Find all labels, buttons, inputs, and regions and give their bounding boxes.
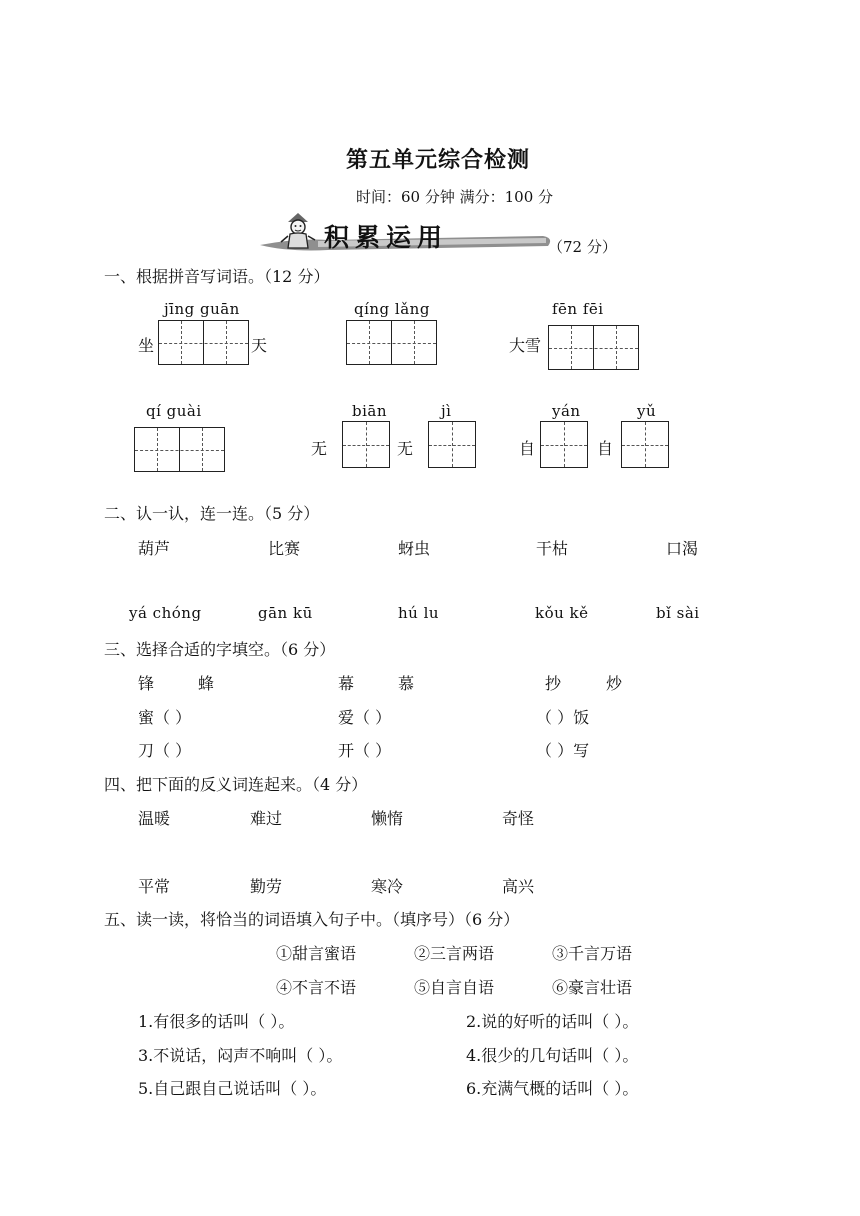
pinyin-item[interactable]: gān kū [258, 604, 313, 622]
word-item[interactable]: 蚜虫 [398, 539, 431, 558]
option-item: ④不言不语 [276, 978, 357, 997]
word-item[interactable]: 平常 [138, 877, 171, 896]
question-5-heading: 五、读一读，将恰当的词语填入句子中。（填序号）（6 分） [104, 910, 520, 929]
word-item[interactable]: 高兴 [502, 877, 535, 896]
prefix-char: 自 [519, 439, 536, 458]
pinyin-label: jì [441, 402, 452, 420]
prefix-char: 无 [311, 439, 328, 458]
question-3-heading: 三、选择合适的字填空。（6 分） [104, 640, 336, 659]
word-item[interactable]: 葫芦 [138, 539, 171, 558]
option-item: ⑤自言自语 [414, 978, 495, 997]
question-2-heading: 二、认一认，连一连。（5 分） [104, 504, 320, 523]
word-item[interactable]: 寒冷 [371, 877, 404, 896]
sentence-item[interactable]: 2.说的好听的话叫（ ）。 [466, 1012, 639, 1031]
section-banner-title: 积累运用 [324, 223, 449, 252]
writing-box[interactable] [621, 421, 669, 468]
pinyin-label: yán [552, 402, 581, 420]
word-item[interactable]: 比赛 [268, 539, 301, 558]
option-item: ①甜言蜜语 [276, 944, 357, 963]
pinyin-label: biān [352, 402, 388, 420]
pinyin-item[interactable]: kǒu kě [535, 604, 589, 622]
writing-box[interactable] [540, 421, 588, 468]
choice-char: 锋 [138, 674, 155, 693]
choice-char: 幕 [338, 674, 355, 693]
fill-blank[interactable]: （ ）写 [536, 741, 590, 760]
section-score: （72 分） [548, 238, 617, 256]
suffix-char: 天 [251, 336, 268, 355]
word-item[interactable]: 干枯 [536, 539, 569, 558]
middle-char: 无 [397, 439, 414, 458]
child-mascot-icon [280, 212, 316, 252]
word-item[interactable]: 奇怪 [502, 809, 535, 828]
option-item: ⑥豪言壮语 [552, 978, 633, 997]
pinyin-item[interactable]: hú lu [398, 604, 440, 622]
fill-blank[interactable]: 蜜（ ） [138, 708, 192, 727]
pinyin-label: yǔ [637, 402, 657, 420]
fill-blank[interactable]: 开（ ） [338, 741, 392, 760]
question-4-heading: 四、把下面的反义词连起来。（4 分） [104, 775, 368, 794]
writing-grid[interactable] [134, 427, 225, 472]
word-item[interactable]: 懒惰 [371, 809, 404, 828]
page-title: 第五单元综合检测 [346, 147, 531, 173]
fill-blank[interactable]: 刀（ ） [138, 741, 192, 760]
word-item[interactable]: 口渴 [666, 539, 699, 558]
question-1-heading: 一、根据拼音写词语。（12 分） [104, 267, 330, 286]
choice-char: 蜂 [198, 674, 215, 693]
choice-char: 慕 [398, 674, 415, 693]
pinyin-label: jīng guān [164, 300, 240, 318]
prefix-char: 大雪 [509, 336, 542, 355]
pinyin-label: qíng lǎng [354, 300, 430, 318]
option-item: ③千言万语 [552, 944, 633, 963]
choice-char: 炒 [606, 674, 623, 693]
sentence-item[interactable]: 4.很少的几句话叫（ ）。 [466, 1046, 639, 1065]
pinyin-item[interactable]: yá chóng [129, 604, 202, 622]
section-banner [258, 212, 558, 258]
fill-blank[interactable]: 爱（ ） [338, 708, 392, 727]
prefix-char: 坐 [138, 336, 155, 355]
sentence-item[interactable]: 6.充满气概的话叫（ ）。 [466, 1079, 639, 1098]
writing-box[interactable] [342, 421, 390, 468]
choice-char: 抄 [545, 674, 562, 693]
writing-grid[interactable] [346, 320, 437, 365]
sentence-item[interactable]: 1.有很多的话叫（ ）。 [138, 1012, 295, 1031]
pinyin-label: fēn fēi [552, 300, 604, 318]
middle-char: 自 [597, 439, 614, 458]
writing-grid[interactable] [158, 320, 249, 365]
fill-blank[interactable]: （ ）饭 [536, 708, 590, 727]
writing-box[interactable] [428, 421, 476, 468]
sentence-item[interactable]: 5.自己跟自己说话叫（ ）。 [138, 1079, 327, 1098]
word-item[interactable]: 勤劳 [250, 877, 283, 896]
option-item: ②三言两语 [414, 944, 495, 963]
sentence-item[interactable]: 3.不说话，闷声不响叫（ ）。 [138, 1046, 343, 1065]
pinyin-label: qí guài [146, 402, 202, 420]
exam-info: 时间：60 分钟 满分：100 分 [356, 188, 554, 206]
word-item[interactable]: 温暖 [138, 809, 171, 828]
pinyin-item[interactable]: bǐ sài [656, 604, 700, 622]
writing-grid[interactable] [548, 325, 639, 370]
word-item[interactable]: 难过 [250, 809, 283, 828]
